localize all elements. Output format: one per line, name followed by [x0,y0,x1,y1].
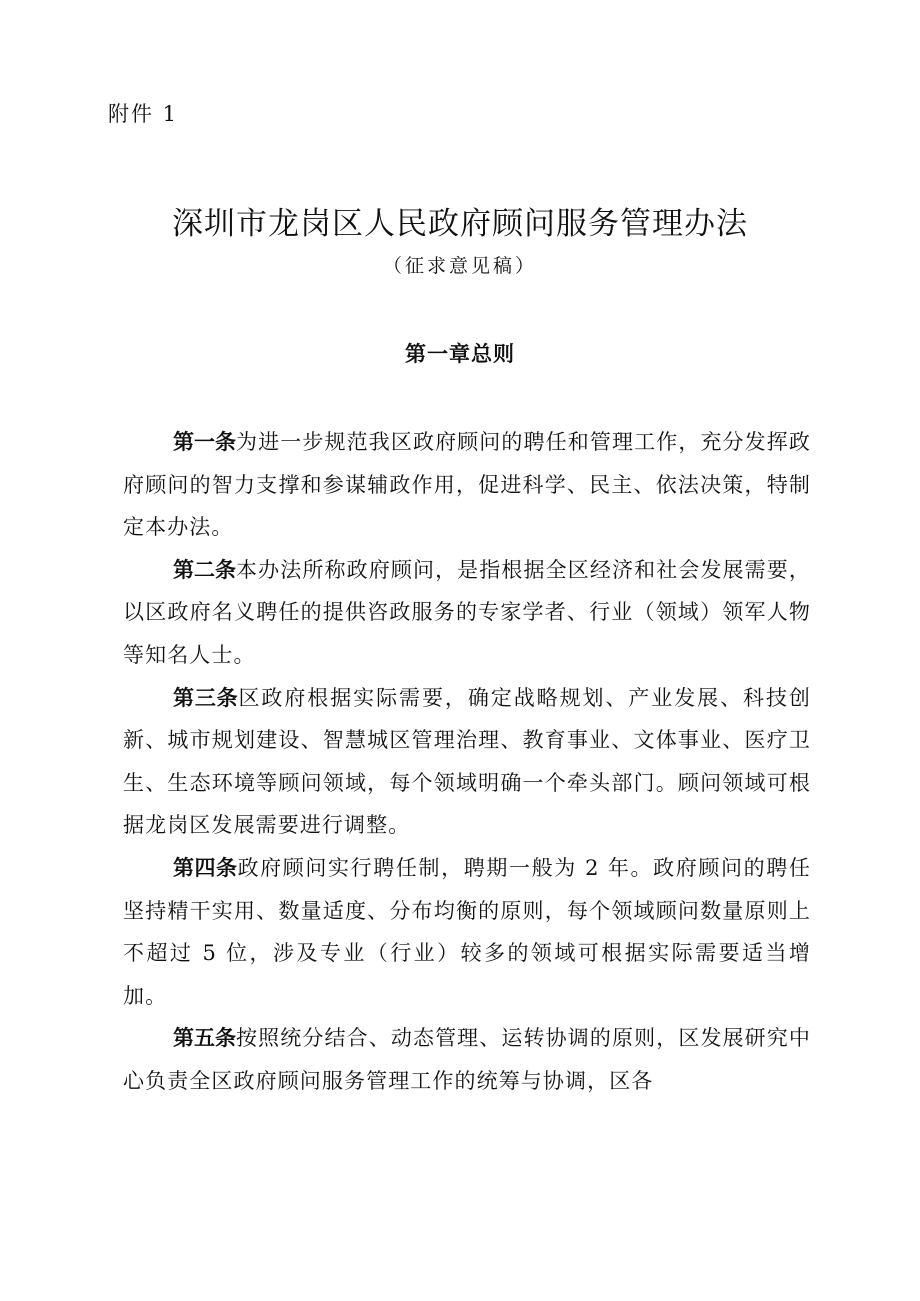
article-text: 本办法所称政府顾问，是指根据全区经济和社会发展需要，以区政府名义聘任的提供咨政服务的专家学者、行业（领域）领军人物等知名人士。 [123,557,811,667]
attachment-label: 附件 1 [108,102,179,126]
article-number: 第二条 [173,557,237,582]
article-text: 政府顾问实行聘任制，聘期一般为 2 年。政府顾问的聘任坚持精干实用、数量适度、分布均衡的原则，每个领域顾问数量原则上不超过 5 位，涉及专业（行业）较多的领域可根据实际需要适当增加。 [123,855,811,1008]
document-title: 深圳市龙岗区人民政府顾问服务管理办法 [172,206,748,242]
article-number: 第五条 [173,1026,237,1051]
chapter-heading: 第一章总则 [405,342,515,366]
article-3 [123,677,811,847]
article-5 [123,1017,811,1102]
article-2 [123,549,811,677]
article-text: 按照统分结合、动态管理、运转协调的原则，区发展研究中心负责全区政府顾问服务管理工作的统筹与协调，区各 [123,1026,811,1093]
articles-body [123,421,811,1103]
article-text: 为进一步规范我区政府顾问的聘任和管理工作，充分发挥政府顾问的智力支撑和参谋辅政作用，促进科学、民主、依法决策，特制定本办法。 [123,430,811,540]
article-text: 区政府根据实际需要，确定战略规划、产业发展、科技创新、城市规划建设、智慧城区管理治理、教育事业、文体事业、医疗卫生、生态环境等顾问领域，每个领域明确一个牵头部门。顾问领域可根据龙岗区发展需要进行调整。 [123,685,811,838]
article-number: 第一条 [173,430,237,454]
article-number: 第三条 [173,685,239,710]
article-4 [123,847,811,1017]
article-1 [123,421,811,549]
document-subtitle: （征求意见稿） [382,255,537,277]
article-number: 第四条 [173,855,238,880]
